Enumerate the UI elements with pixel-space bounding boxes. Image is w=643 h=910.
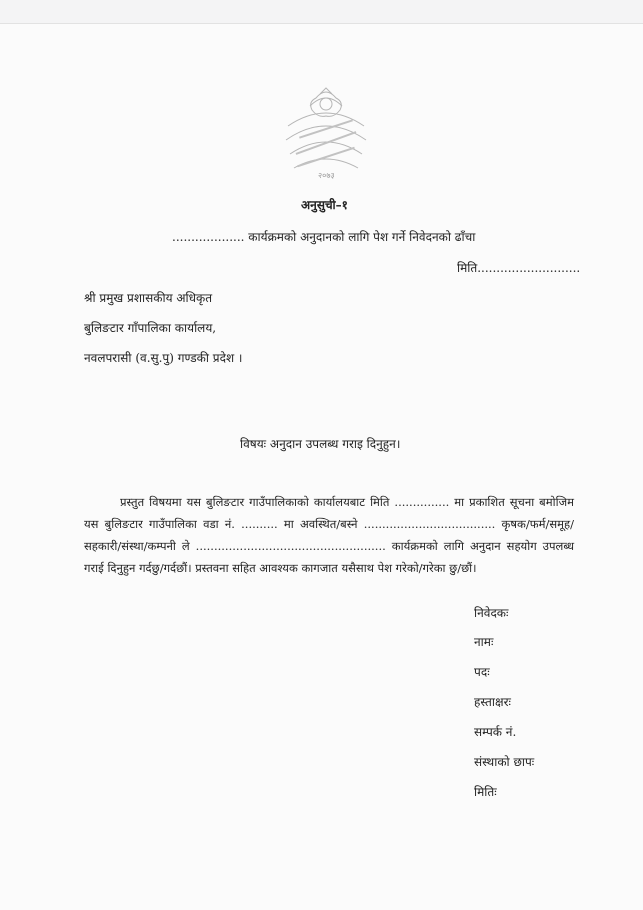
seal-year: २०७३ (318, 171, 335, 180)
body-paragraph: प्रस्तुत विषयमा यस बुलिङटार गाउँपालिकाको कार्यालयबाट मिति ............... मा प्रकाशित सूचना बमोजिम यस बुलिङटार गाउँपालिका वडा नं. .......... मा अवस्थित/बस्ने .................................... कृषक/फर्म/समूह/सहकारी/संस्था/कम्पनी ले .................................................... कार्यक्रमको लागि अनुदान सहयोग उपलब्ध गराई दिनुहुन गर्दछु/गर्दछौं। प्रस्तवना सहित आवश्यक कागजात यसैसाथ पेश गरेको/गरेका छु/छौं। (84, 495, 574, 575)
signature-field: हस्ताक्षरः (474, 695, 511, 709)
form-title: ................... कार्यक्रमको अनुदानको लागि पेश गर्ने निवेदनको ढाँचा (172, 230, 476, 244)
recipient-line: बुलिङटार गाँपालिका कार्यालय, (84, 321, 217, 335)
signature-field: सम्पर्क नं. (474, 725, 517, 739)
date-line: मिति........................... (457, 261, 581, 275)
signature-field: मितिः (474, 785, 497, 799)
recipient-line: नवलपरासी (व.सु.पु) गण्डकी प्रदेश । (84, 351, 243, 365)
signature-field: पदः (474, 665, 490, 679)
subject-line: विषयः अनुदान उपलब्ध गराइ दिनुहुन। (240, 437, 401, 451)
signature-field: संस्थाको छापः (474, 755, 535, 769)
recipient-line: श्री प्रमुख प्रशासकीय अधिकृत (84, 291, 213, 305)
schedule-title: अनुसुची–१ (301, 198, 348, 212)
municipality-seal-icon (280, 84, 372, 180)
signature-field: निवेदकः (474, 606, 509, 620)
signature-field: नामः (474, 635, 494, 649)
